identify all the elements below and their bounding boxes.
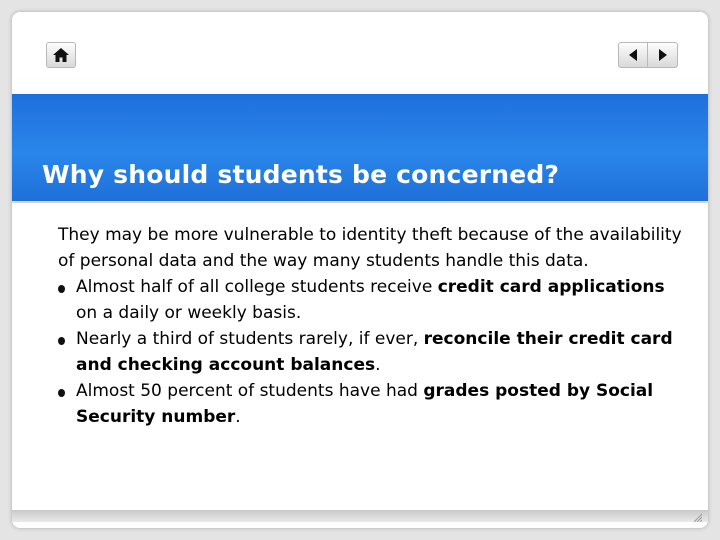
bullet-emphasis: grades posted by Social Security number [76, 381, 654, 427]
bullet-emphasis: credit card applications [437, 277, 665, 297]
slide-body [58, 222, 690, 430]
triangle-right-icon [658, 49, 668, 61]
bullet-text: Nearly a third of students rarely, if ever, [76, 329, 424, 349]
title-divider [12, 201, 708, 203]
next-slide-button[interactable] [648, 42, 678, 68]
bullet-item [58, 378, 690, 430]
footer-bar [12, 510, 708, 522]
bullet-list [58, 274, 690, 430]
bullet-dot-icon [58, 389, 65, 397]
slide-title: Why should students be concerned? [42, 160, 560, 189]
bullet-item [58, 274, 690, 326]
triangle-left-icon [628, 49, 638, 61]
bullet-text: Almost half of all college students receive [76, 277, 438, 297]
bullet-emphasis: reconcile their credit card and checking account balances [76, 329, 673, 375]
bullet-dot-icon [58, 285, 65, 293]
home-icon [53, 48, 69, 62]
bullet-dot-icon [58, 337, 65, 345]
bullet-text: Almost 50 percent of students have had [76, 381, 424, 401]
slide [12, 12, 708, 528]
bullet-item [58, 326, 690, 378]
home-button[interactable] [46, 42, 76, 68]
resize-grip-icon[interactable] [692, 512, 702, 522]
intro-paragraph: They may be more vulnerable to identity theft because of the availability of personal data and the way many students handle this data. [58, 225, 682, 271]
bullet-text: on a daily or weekly basis. [76, 303, 302, 323]
bullet-text: . [235, 407, 241, 427]
previous-slide-button[interactable] [618, 42, 648, 68]
bullet-text: . [375, 355, 381, 375]
